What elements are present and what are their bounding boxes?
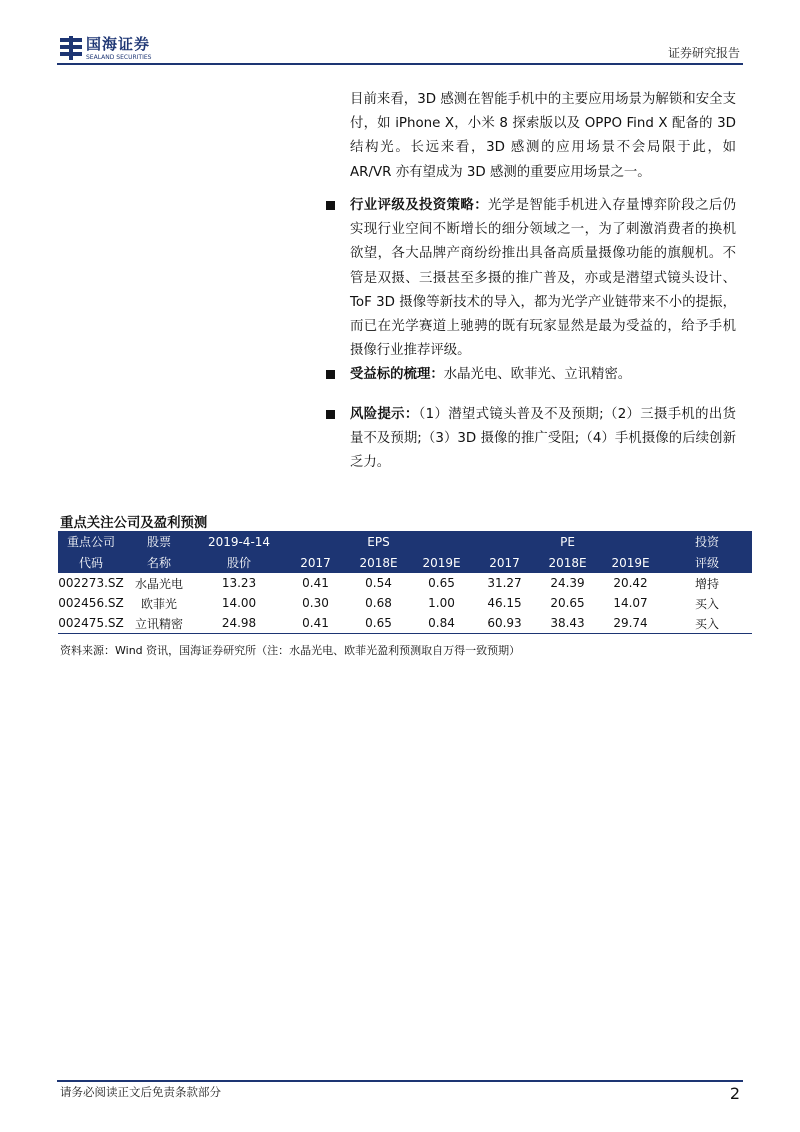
table-cell: 002475.SZ [58,613,124,634]
report-type-label: 证券研究报告 [667,46,740,60]
bullet-text: （1）潜望式镜头普及不及预期;（2）三摄手机的出货量不及预期;（3）3D 摄像的推广受阻;（4）手机摄像的后续创新乏力。 [350,407,736,471]
footer-disclaimer: 请务必阅读正文后免责条款部分 [60,1085,221,1099]
table-cell: 24.98 [194,613,284,634]
square-bullet-icon [326,370,335,379]
header-cell: PE [473,531,662,552]
header-cell: 2019E [599,552,662,573]
table-cell: 002456.SZ [58,596,124,610]
table-cell: 20.65 [550,596,585,610]
table-cell: 31.27 [487,576,522,590]
table-cell: 0.84 [410,613,473,634]
table-cell: 29.74 [599,613,662,634]
header-cell: 2018E [536,552,599,573]
table-cell: 0.54 [365,576,392,590]
table-row [58,593,752,613]
header-cell: 2018E [347,552,410,573]
page-number: 2 [729,1084,740,1103]
header-divider [57,63,743,65]
table-cell: 水晶光电 [134,576,183,591]
header-cell: 股价 [194,552,284,573]
header-cell: 名称 [124,552,194,573]
footer-divider [57,1080,743,1082]
table-header-row-1 [58,531,752,552]
table-cell: 1.00 [428,596,455,610]
table-cell: 买入 [694,596,719,611]
header-cell: 2019-4-14 [194,531,284,552]
bullet-rating-strategy [326,194,736,363]
intro-paragraph: 目前来看，3D 感测在智能手机中的主要应用场景为解锁和安全支付，如 iPhone X，小米 8 探索版以及 OPPO Find X 配备的 3D 结构光。长远来看，3D 感测的应用场景不会局限于此，如 AR/VR 亦有望成为 3D 感测的重要应用场景之一。 [350,92,736,180]
sealand-logo-icon [60,36,82,60]
bullet-label: 行业评级及投资策略： [350,198,489,213]
logo-chinese-text: 国海证券 [86,35,151,53]
table-cell: 14.00 [221,596,257,610]
table-cell: 立讯精密 [124,613,194,634]
table-cell: 24.39 [550,576,585,590]
table-cell: 13.23 [221,576,257,590]
header-cell: 2019E [410,552,473,573]
table-row [58,573,752,593]
table-cell: 买入 [662,613,752,634]
bullet-risk [326,403,736,476]
table-cell: 0.41 [302,576,329,590]
header-cell: 2017 [284,552,347,573]
logo-english-text: SEALAND SECURITIES [86,54,152,61]
table-cell: 0.65 [347,613,410,634]
bullet-text: 光学是智能手机进入存量博弈阶段之后仍实现行业空间不断增长的细分领域之一，为了刺激消费者的换机欲望，各大品牌产商纷纷推出具备高质量摄像功能的旗舰机。不管是双摄、三摄甚至多摄的推广普及，亦或是潜望式镜头设计、ToF 3D 摄像等新技术的导入，都为光学产业链带来不小的提振，而已在光学赛道上驰骋的既有玩家显然是最为受益的，给予手机摄像行业推荐评级。 [350,198,737,359]
table-cell: 14.07 [613,596,648,610]
table-title: 重点关注公司及盈利预测 [60,516,208,531]
table-cell: 0.68 [365,596,392,610]
table-header-row-2 [58,552,752,573]
table-cell: 欧菲光 [140,596,177,611]
bullet-label: 风险提示： [350,407,419,422]
table-cell: 46.15 [487,596,522,610]
header-cell: 股票 [124,531,194,552]
bullet-text: 水晶光电、欧菲光、立讯精密。 [443,367,632,382]
square-bullet-icon [326,410,335,419]
table-cell: 38.43 [536,613,599,634]
header-cell: 2017 [473,552,536,573]
table-cell: 0.65 [428,576,455,590]
bullet-beneficiaries [326,363,736,387]
table-cell: 20.42 [613,576,648,590]
bullet-label: 受益标的梳理： [350,367,444,382]
header-cell: EPS [284,531,473,552]
table-cell: 0.30 [302,596,329,610]
header-cell: 投资 [662,531,752,552]
header-cell: 重点公司 [58,531,124,552]
header-cell: 代码 [58,552,124,573]
table-cell: 60.93 [473,613,536,634]
table-cell: 0.41 [284,613,347,634]
forecast-table [58,531,752,634]
table-cell: 增持 [694,576,719,591]
square-bullet-icon [326,201,335,210]
table-row [58,613,752,634]
header-cell: 评级 [662,552,752,573]
company-logo [60,36,172,62]
table-source-note: 资料来源：Wind 资讯，国海证券研究所（注：水晶光电、欧菲光盈利预测取自万得一致预期） [60,644,521,657]
table-cell: 002273.SZ [58,576,124,590]
